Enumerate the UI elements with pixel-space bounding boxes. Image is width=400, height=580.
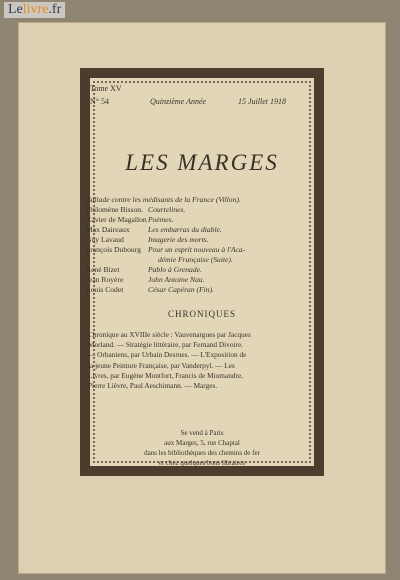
toc-row <box>86 235 318 245</box>
toc-author: Xavier de Magallon <box>86 215 147 224</box>
toc-work: Imagerie des morts. <box>148 235 209 244</box>
issue-date: 15 Juillet 1918 <box>238 97 286 106</box>
sale-info <box>86 428 318 468</box>
toc-row <box>86 275 318 285</box>
chronique-line: — Orbaniens, par Urbain Desrues. — L'Exposition de <box>88 350 247 360</box>
sale-line: Se vend à Paris <box>180 429 224 437</box>
chroniques-heading: CHRONIQUES <box>167 309 236 319</box>
toc-row <box>86 245 318 255</box>
logo-suffix: .fr <box>48 2 62 17</box>
sale-line: dans les bibliothèques des chemins de fer <box>144 449 260 457</box>
toc-author: Max Daireaux <box>86 225 130 234</box>
chronique-line: Chronique au XVIIIe siècle : Vauvenargues par Jacques <box>88 330 251 339</box>
toc-author: René Bizet <box>86 265 120 274</box>
chronique-line: Pierre Lièvre, Paul Aeschimann. — Marges. <box>88 381 218 391</box>
toc-row <box>86 195 318 205</box>
toc-row <box>86 205 318 215</box>
site-bar <box>0 0 400 22</box>
toc-work: Pour un esprit nouveau à l'Aca- <box>148 245 246 254</box>
toc-work: John Antoine Nau. <box>148 275 205 284</box>
logo-highlight: livre <box>22 2 49 17</box>
toc-work: Les embarras du diable. <box>148 225 222 234</box>
issue-number: N° 54 <box>90 97 109 106</box>
sale-line: aux Marges, 5, rue Chaptal <box>164 439 240 447</box>
toc-row <box>86 265 318 275</box>
journal-title: LES MARGES <box>125 150 279 175</box>
toc-author: Guy Lavaud <box>86 235 124 244</box>
chronique-line: Morland. — Stratégie littéraire, par Fernand Divoire. <box>88 340 244 350</box>
toc-work: Pablo à Grenade. <box>148 265 202 274</box>
toc-work: démie Française (Suite). <box>158 255 233 264</box>
issue-year: Quinzième Année <box>150 97 207 106</box>
logo-prefix: Le <box>8 2 23 17</box>
toc-row <box>86 255 318 265</box>
toc-work: Poèmes. <box>148 215 174 224</box>
toc-author: François Dubourg <box>86 245 141 254</box>
toc-text: Ballade contre les médisants de la France (Villon). <box>86 195 241 204</box>
toc-row <box>86 215 318 225</box>
toc-work: Courtelines. <box>148 205 186 214</box>
tome-label: Tome XV <box>90 84 122 93</box>
site-logo[interactable] <box>4 2 65 18</box>
toc-work: César Capéran (Fin). <box>148 285 215 294</box>
chroniques-body <box>88 330 316 391</box>
toc-author: Louis Codet <box>86 285 124 294</box>
toc-author: Philomène Bisson. <box>86 205 143 214</box>
toc-author: Jean Royère <box>86 275 124 284</box>
table-of-contents <box>86 195 318 295</box>
sale-line: et chez quelques bons libraires <box>159 459 245 467</box>
toc-row <box>86 285 318 295</box>
cover-content <box>86 76 318 472</box>
toc-row <box>86 225 318 235</box>
chronique-line: la jeune Peinture Française, par Vanderpyl. — Les <box>88 360 235 370</box>
chronique-line: Livres, par Eugène Montfort, Francis de Miomandre, <box>88 370 244 380</box>
